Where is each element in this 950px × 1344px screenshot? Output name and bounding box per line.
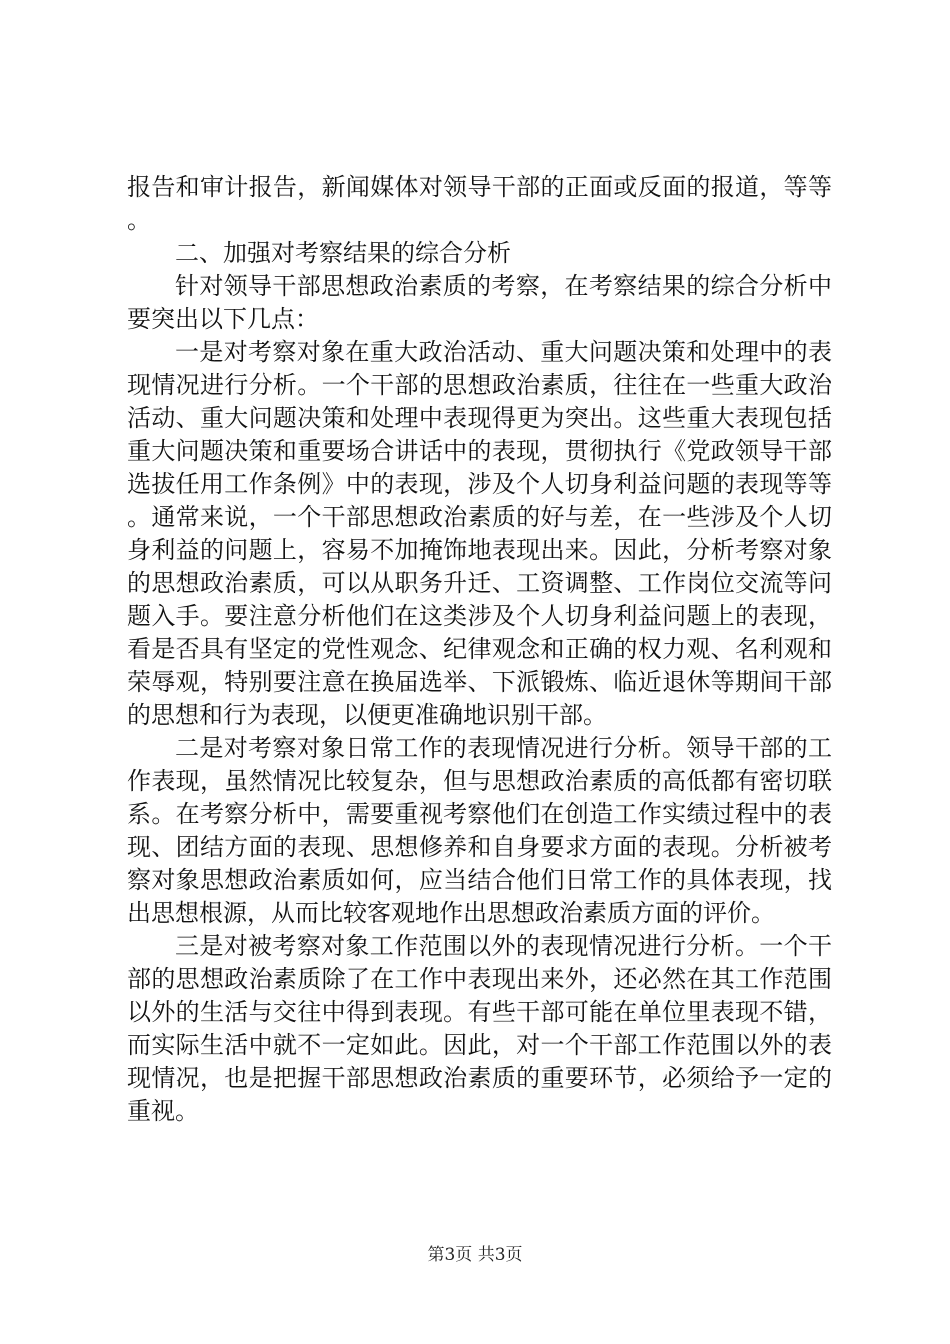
paragraph-continuation: 报告和审计报告，新闻媒体对领导干部的正面或反面的报道，等等。: [127, 173, 832, 234]
paragraph-point-one: 一是对考察对象在重大政治活动、重大问题决策和处理中的表现情况进行分析。一个干部的思想政治素质，往往在一些重大政治活动、重大问题决策和处理中表现得更为突出。这些重大表现包括重大问题决策和重要场合讲话中的表现，贯彻执行《党政领导干部选拔任用工作条例》中的表现，涉及个人切身利益问题的表现等等。通常来说，一个干部思想政治素质的好与差，在一些涉及个人切身利益的问题上，容易不加掩饰地表现出来。因此，分析考察对象的思想政治素质，可以从职务升迁、工资调整、工作岗位交流等问题入手。要注意分析他们在这类涉及个人切身利益问题上的表现，看是否具有坚定的党性观念、纪律观念和正确的权力观、名利观和荣辱观，特别要注意在换届选举、下派锻炼、临近退休等期间干部的思想和行为表现，以便更准确地识别干部。: [127, 338, 832, 729]
document-body: [127, 171, 832, 1128]
paragraph-intro: 针对领导干部思想政治素质的考察，在考察结果的综合分析中要突出以下几点：: [127, 272, 832, 333]
section-heading: 二、加强对考察结果的综合分析: [175, 239, 511, 267]
paragraph-point-three: 三是对被考察对象工作范围以外的表现情况进行分析。一个干部的思想政治素质除了在工作中表现出来外，还必然在其工作范围以外的生活与交往中得到表现。有些干部可能在单位里表现不错，而实际生活中就不一定如此。因此，对一个干部工作范围以外的表现情况，也是把握干部思想政治素质的重要环节，必须给予一定的重视。: [127, 932, 832, 1125]
paragraph-point-two: 二是对考察对象日常工作的表现情况进行分析。领导干部的工作表现，虽然情况比较复杂，但与思想政治素质的高低都有密切联系。在考察分析中，需要重视考察他们在创造工作实绩过程中的表现、团结方面的表现、思想修养和自身要求方面的表现。分析被考察对象思想政治素质如何，应当结合他们日常工作的具体表现，找出思想根源，从而比较客观地作出思想政治素质方面的评价。: [127, 734, 832, 927]
page-footer: 第3页 共3页: [427, 1245, 523, 1265]
